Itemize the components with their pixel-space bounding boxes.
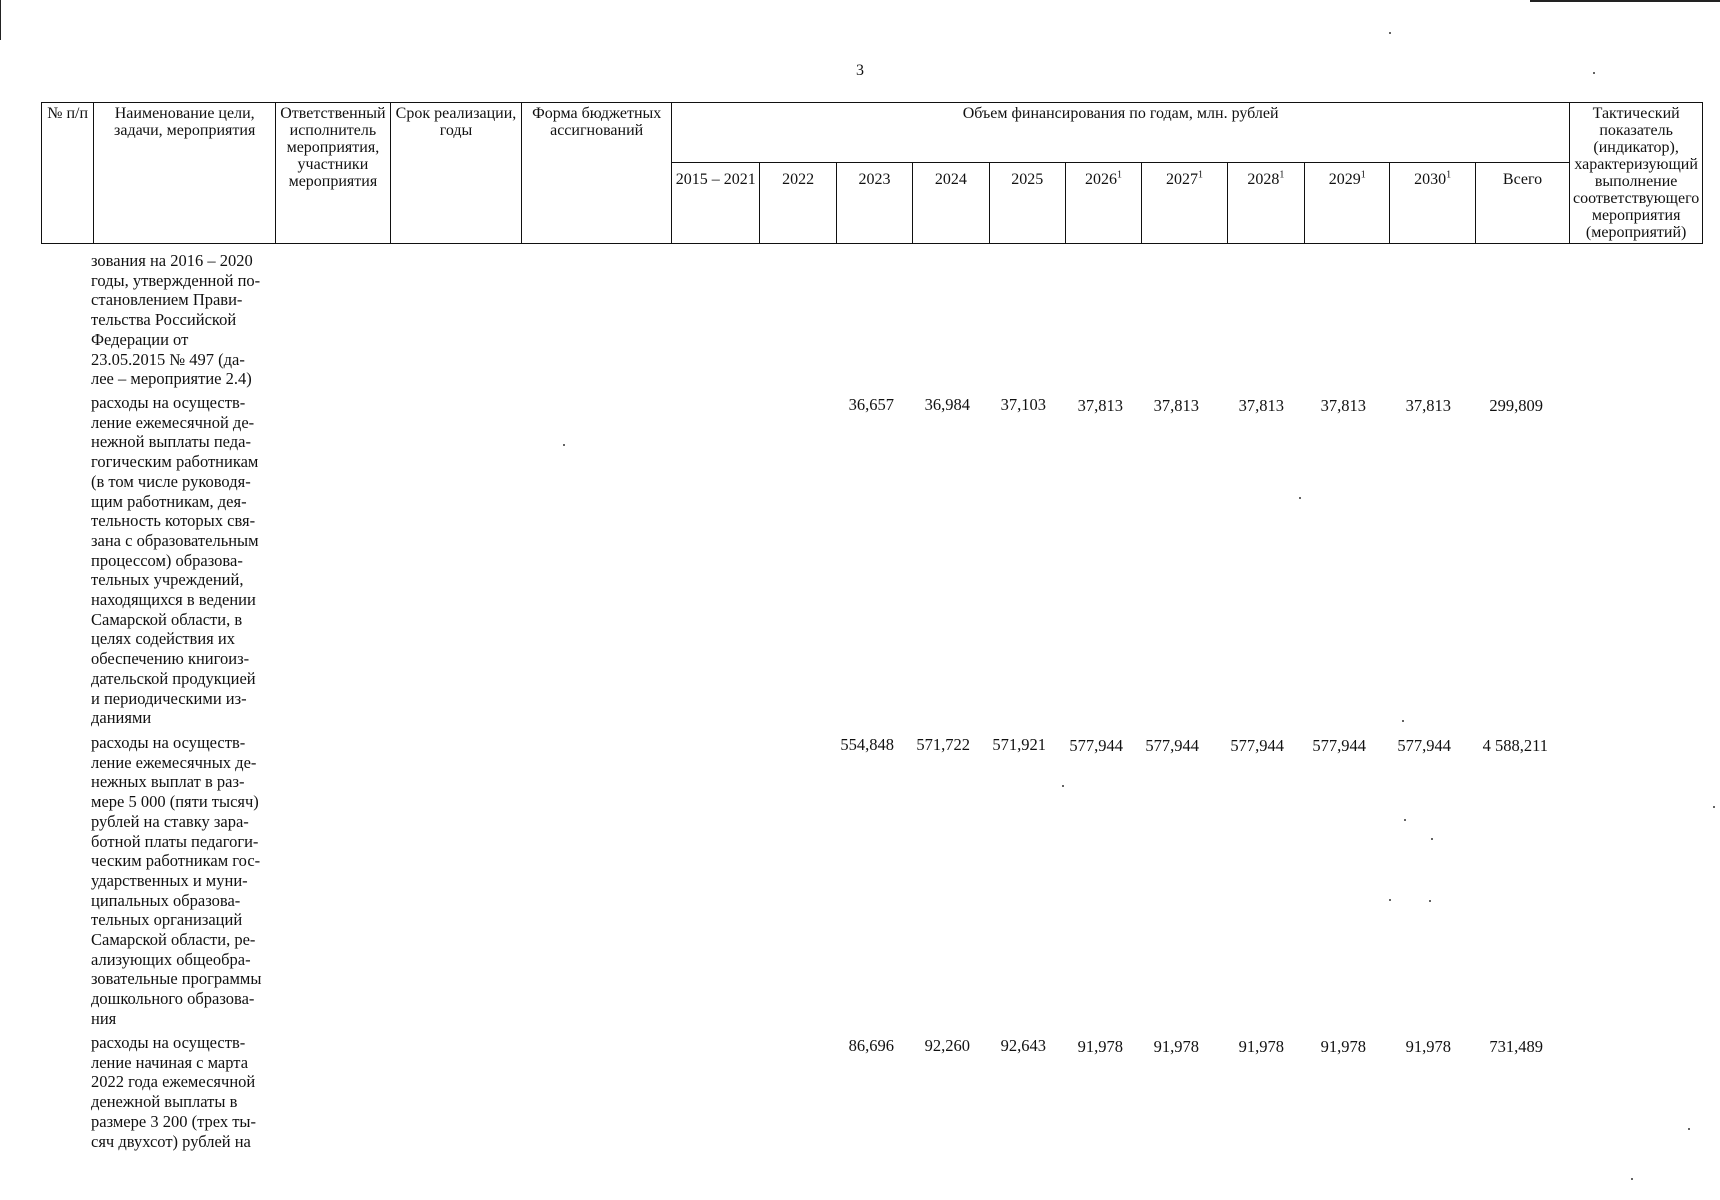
value-2023: 554,848 [840,735,894,754]
text-line: ление ежемесячных де- [91,752,257,772]
col-header-indicator: Тактический показатель (индикатор), характеризующий выполнение соответствующего мероприятия (мероприятий) [1570,103,1703,244]
year-2027: 2027$^1$ [1142,163,1227,244]
value-2029: 91,978 [1320,1037,1366,1056]
text-line: и периодическими из- [91,688,247,708]
value-2026: 577,944 [1069,736,1123,755]
value-2030: 577,944 [1397,736,1451,755]
col-header-name: Наименование цели, задачи, мероприятия [94,103,276,244]
text-line: находящихся в ведении [91,590,256,610]
scan-speck [1404,819,1406,821]
text-line: тельных организаций [91,910,243,930]
text-line: тельность которых свя- [91,511,256,531]
scan-speck [1593,72,1595,74]
scan-speck [1062,785,1064,787]
year-2026: 2026$^1$ [1065,163,1141,244]
text-line: размере 3 200 (трех ты- [91,1111,256,1131]
value-2024: 92,260 [924,1036,970,1055]
scan-speck [1688,1128,1690,1130]
page-number: 3 [856,62,864,79]
text-line: расходы на осуществ- [91,733,246,752]
text-line: ния [91,1008,117,1028]
text-line: годы, утвержденной по- [91,270,261,290]
value-2024: 36,984 [924,395,970,414]
text-line: становлением Прави- [91,290,243,310]
value-2027: 577,944 [1145,736,1199,755]
value-2027: 37,813 [1153,396,1199,415]
value-total: 299,809 [1489,396,1543,415]
year-2023: 2023 [836,163,912,244]
text-line: ческим работникам гос- [91,851,261,871]
scan-speck [1431,838,1433,840]
col-header-period: Срок реализации, годы [390,103,522,244]
value-2029: 577,944 [1312,736,1366,755]
text-line: (в том числе руководя- [91,471,251,491]
scan-speck [1713,806,1715,808]
text-line: гогическим работникам [91,452,259,472]
scan-speck [563,444,565,446]
text-line: денежной выплаты в [91,1092,238,1112]
col-header-responsible: Ответственный исполнитель мероприятия, участники мероприятия [276,103,391,244]
value-total: 731,489 [1489,1037,1543,1056]
year-2022: 2022 [760,163,836,244]
value-2025: 37,103 [1000,395,1046,414]
value-2030: 37,813 [1405,396,1451,415]
text-line: Самарской области, в [91,609,243,629]
text-line: Федерации от [91,329,189,349]
text-line: обеспечению книгоиз- [91,649,250,669]
row-continuation-text [91,251,271,389]
year-2028: 2028$^1$ [1227,163,1304,244]
value-total: 4 588,211 [1482,736,1548,755]
text-line: ципальных образова- [91,890,241,910]
scan-speck [1631,1178,1633,1180]
value-2028: 91,978 [1238,1037,1284,1056]
row-5000-payment-text [91,733,271,1029]
text-line: ление ежемесячной де- [91,412,255,432]
col-header-volume: Объем финансирования по годам, млн. рублей [672,103,1570,163]
year-2029: 2029$^1$ [1305,163,1390,244]
value-2025: 92,643 [1000,1036,1046,1055]
col-header-form: Форма бюджетных ассигнований [522,103,672,244]
scan-edge-line [1530,0,1720,2]
text-line: процессом) образова- [91,550,243,570]
text-line: рублей на ставку зара- [91,811,249,831]
year-2015-2021: 2015 – 2021 [672,163,760,244]
scan-edge-line [0,0,1,40]
year-2030: 2030$^1$ [1390,163,1475,244]
text-line: 23.05.2015 № 497 (да- [91,349,245,369]
value-2030: 91,978 [1405,1037,1451,1056]
header-table [41,102,1703,244]
value-2027: 91,978 [1153,1037,1199,1056]
text-line: даниями [91,708,152,728]
text-line: ализующих общеобра- [91,949,251,969]
text-line: тельства Российской [91,310,237,330]
text-line: зана с образовательным [91,530,259,550]
text-line: лее – мероприятие 2.4) [91,369,252,389]
row-3200-payment-text [91,1033,271,1151]
text-line: Самарской области, ре- [91,930,256,950]
value-2026: 91,978 [1077,1037,1123,1056]
text-line: нежной выплаты педа- [91,432,251,452]
scan-speck [1299,497,1301,499]
scan-speck [1389,32,1391,34]
text-line: ботной платы педагоги- [91,831,259,851]
value-2026: 37,813 [1077,396,1123,415]
text-line: дательской продукцией [91,668,256,688]
year-2024: 2024 [913,163,989,244]
text-line: нежных выплат в раз- [91,772,245,792]
text-line: дошкольного образова- [91,989,255,1009]
text-line: щим работникам, дея- [91,491,247,511]
value-2023: 86,696 [848,1036,894,1055]
scan-speck [1402,720,1404,722]
text-line: расходы на осуществ- [91,393,246,412]
text-line: сяч двухсот) рублей на [91,1131,251,1151]
value-2028: 37,813 [1238,396,1284,415]
text-line: расходы на осуществ- [91,1033,246,1052]
text-line: ударственных и муни- [91,870,248,890]
value-2023: 36,657 [848,395,894,414]
row-book-publishing-text [91,393,271,728]
scan-speck [1429,900,1431,902]
text-line: ление начиная с марта [91,1052,249,1072]
text-line: зования на 2016 – 2020 [91,251,253,270]
text-line: зовательные программы [91,969,262,989]
year-total: Всего [1475,163,1569,244]
scan-speck [1389,899,1391,901]
value-2025: 571,921 [992,735,1046,754]
text-line: целях содействия их [91,629,235,649]
value-2024: 571,722 [916,735,970,754]
text-line: 2022 года ежемесячной [91,1072,256,1092]
col-header-number: № п/п [42,103,94,244]
value-2028: 577,944 [1230,736,1284,755]
value-2029: 37,813 [1320,396,1366,415]
text-line: тельных учреждений, [91,570,244,590]
year-2025: 2025 [989,163,1065,244]
text-line: мере 5 000 (пяти тысяч) [91,792,259,812]
